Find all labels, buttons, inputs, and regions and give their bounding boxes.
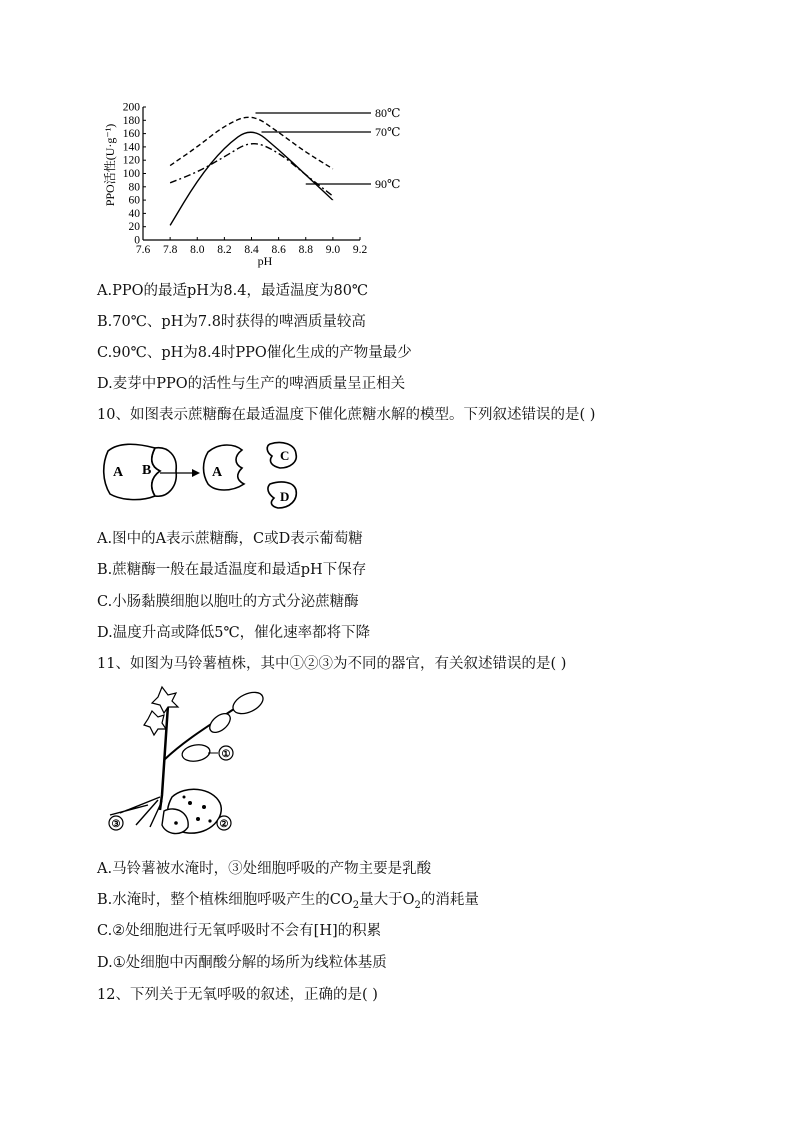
q11-option-b-text: B.水淹时，整个植株细胞呼吸产生的: [97, 892, 330, 908]
y-tick-label: 180: [122, 114, 140, 127]
ppo-activity-chart: [95, 95, 415, 270]
q12-stem: 12、下列关于无氧呼吸的叙述，正确的是( ): [97, 987, 378, 1003]
y-tick-label: 200: [122, 101, 140, 114]
label-2: ②: [219, 819, 229, 830]
y-tick-label: 140: [122, 141, 140, 154]
label-3: ③: [111, 819, 121, 830]
x-tick-label: 9.2: [352, 244, 368, 256]
series-line-0: [170, 117, 333, 169]
x-tick-label: 8.2: [217, 244, 232, 256]
label-c: C: [280, 448, 290, 463]
q10-option-c[interactable]: C.小肠黏膜细胞以胞吐的方式分泌蔗糖酶: [97, 594, 359, 610]
o2-subscript: 2: [414, 899, 421, 911]
co2-subscript: 2: [352, 899, 360, 911]
q10-option-d[interactable]: D.温度升高或降低5℃，催化速率都将下降: [97, 625, 371, 641]
y-tick-label: 60: [128, 194, 140, 207]
q11-option-d[interactable]: D.①处细胞中丙酮酸分解的场所为线粒体基质: [97, 955, 387, 971]
y-tick-label: 20: [128, 221, 140, 234]
y-tick-label: 80: [128, 181, 140, 194]
q9-option-b[interactable]: B.70℃、pH为7.8时获得的啤酒质量较高: [97, 314, 366, 330]
x-tick-label: 9.0: [325, 244, 341, 256]
x-tick-label: 8.8: [298, 244, 313, 256]
q11-option-c[interactable]: C.②处细胞进行无氧呼吸时不会有[H]的积累: [97, 923, 382, 939]
q10-stem: 10、如图表示蔗糖酶在最适温度下催化蔗糖水解的模型。下列叙述错误的是( ): [97, 407, 596, 423]
y-axis-label: PPO活性(U·g⁻¹): [103, 123, 117, 207]
consumption-text: 的消耗量: [420, 892, 479, 908]
enzyme-model-diagram: [100, 436, 315, 516]
x-tick-label: 7.8: [162, 244, 178, 256]
q11-stem: 11、如图为马铃薯植株，其中①②③为不同的器官，有关叙述错误的是( ): [97, 656, 567, 672]
series-line-1: [170, 132, 333, 225]
arrow-head: [192, 469, 200, 477]
q9-option-c[interactable]: C.90℃、pH为8.4时PPO催化生成的产物量最少: [97, 345, 412, 361]
co2-text: CO: [329, 892, 353, 908]
flower-bottom: [144, 711, 166, 735]
x-tick-label: 8.0: [190, 244, 205, 256]
enzyme-a-free-shape: [204, 445, 245, 490]
substrate-b-shape: [152, 448, 177, 496]
legend-label-1: 70℃: [375, 125, 401, 139]
q9-option-d[interactable]: D.麦芽中PPO的活性与生产的啤酒质量呈正相关: [97, 376, 406, 392]
q11-option-a[interactable]: A.马铃薯被水淹时，③处细胞呼吸的产物主要是乳酸: [97, 861, 432, 877]
y-tick-label: 0: [134, 234, 140, 247]
leaf-organ-1: [181, 743, 211, 764]
legend-label-0: 80℃: [375, 106, 401, 120]
q11-option-b[interactable]: [97, 890, 479, 916]
y-tick-label: 40: [128, 207, 140, 220]
y-tick-label: 120: [122, 154, 140, 167]
label-1: ①: [221, 749, 231, 760]
x-tick-label: 8.4: [244, 244, 259, 256]
label-d: D: [280, 489, 290, 504]
label-b: B: [142, 463, 152, 478]
q10-option-a[interactable]: A.图中的A表示蔗糖酶，C或D表示葡萄糖: [97, 531, 363, 547]
legend-label-2: 90℃: [375, 177, 401, 191]
x-axis-label: pH: [257, 254, 273, 268]
series-line-2: [170, 144, 333, 196]
y-tick-label: 100: [122, 168, 140, 180]
leaf-middle: [206, 710, 233, 736]
x-tick-label: 8.6: [271, 244, 286, 256]
q10-option-b[interactable]: B.蔗糖酶一般在最适温度和最适pH下保存: [97, 562, 367, 578]
q9-option-a[interactable]: A.PPO的最适pH为8.4，最适温度为80℃: [97, 283, 369, 299]
y-tick-label: 160: [122, 128, 140, 141]
x-tick-label: 7.6: [135, 244, 151, 256]
o2-text: 量大于O: [359, 892, 415, 908]
leaf-top-right: [230, 688, 267, 718]
label-a-free: A: [212, 465, 223, 480]
flower-top: [152, 687, 178, 713]
potato-plant-diagram: [100, 685, 280, 845]
label-a: A: [113, 465, 124, 480]
